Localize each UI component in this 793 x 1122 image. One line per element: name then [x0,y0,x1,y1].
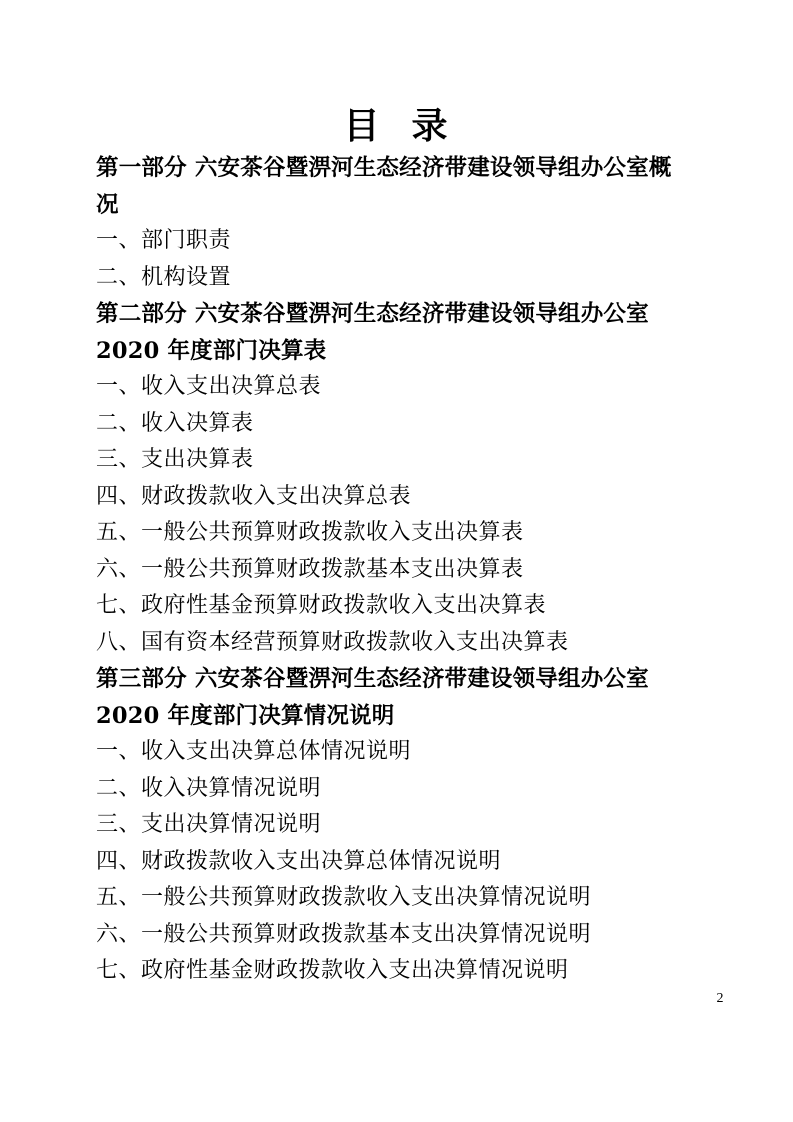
page-title-char-2: 录 [411,105,450,147]
toc-item: 一、部门职责 [96,228,232,253]
toc-item: 二、收入决算表 [96,410,254,436]
toc-part-2-heading-line-1: 第二部分 六安茶谷暨淠河生态经济带建设领导组办公室 [96,301,649,327]
toc-item: 一、收入支出决算总表 [96,374,322,399]
page-title [0,103,793,149]
toc-item: 四、财政拨款收入支出决算总表 [96,483,412,509]
toc-item: 一、收入支出决算总体情况说明 [96,739,412,764]
toc-item: 八、国有资本经营预算财政拨款收入支出决算表 [96,629,569,655]
toc-item: 七、政府性基金预算财政拨款收入支出决算表 [96,593,547,618]
toc-part-2-heading-line-2: 2020 年度部门决算表 [96,337,327,364]
toc-part-3-heading-line-1: 第三部分 六安茶谷暨淠河生态经济带建设领导组办公室 [96,666,649,692]
toc-part-1-heading-line-1: 第一部分 六安茶谷暨淠河生态经济带建设领导组办公室概 [96,155,672,181]
toc-item: 三、支出决算情况说明 [96,812,322,837]
toc-item: 五、一般公共预算财政拨款收入支出决算情况说明 [96,885,592,910]
toc-item: 二、收入决算情况说明 [96,775,322,801]
toc-item: 二、机构设置 [96,264,232,290]
toc-item: 五、一般公共预算财政拨款收入支出决算表 [96,520,524,545]
toc-part-1-heading-line-2: 况 [96,191,119,218]
toc-item: 六、一般公共预算财政拨款基本支出决算情况说明 [96,921,592,947]
page-number: 2 [716,991,724,1006]
toc-item: 七、政府性基金财政拨款收入支出决算情况说明 [96,958,569,983]
table-of-contents [96,150,704,990]
toc-part-3-heading-line-2: 2020 年度部门决算情况说明 [96,702,395,729]
page-title-char-1: 目 [343,105,382,147]
toc-item: 六、一般公共预算财政拨款基本支出决算表 [96,556,524,582]
toc-item: 四、财政拨款收入支出决算总体情况说明 [96,848,502,874]
toc-item: 三、支出决算表 [96,447,254,472]
